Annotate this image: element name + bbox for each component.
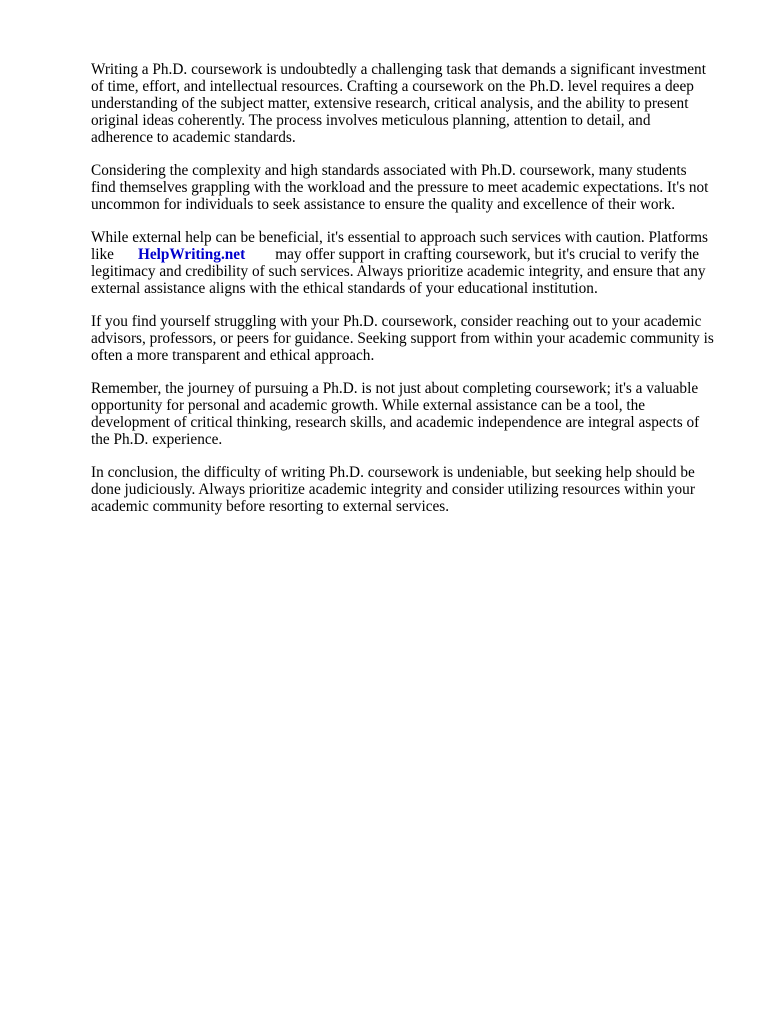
text-line: Considering the complexity and high standards associated with Ph.D. coursework, many students [91, 162, 687, 179]
paragraph-1 [91, 61, 731, 146]
paragraph-4 [91, 313, 731, 364]
text-line: the Ph.D. experience. [91, 431, 223, 448]
text-line: advisors, professors, or peers for guidance. Seeking support from within your academic community is [91, 330, 714, 347]
document-body [91, 61, 731, 531]
text-line: done judiciously. Always prioritize academic integrity and consider utilizing resources within your [91, 481, 695, 498]
text-line: While external help can be beneficial, it's essential to approach such services with caution. Platforms [91, 229, 708, 246]
text-line: external assistance aligns with the ethical standards of your educational institution. [91, 280, 598, 297]
text-line: understanding of the subject matter, extensive research, critical analysis, and the ability to present [91, 95, 689, 112]
text-line: original ideas coherently. The process involves meticulous planning, attention to detail, and [91, 112, 651, 129]
text-line: uncommon for individuals to seek assistance to ensure the quality and excellence of their work. [91, 196, 676, 213]
text-line: academic community before resorting to external services. [91, 498, 450, 515]
text-segment: like [91, 246, 114, 263]
text-line: legitimacy and credibility of such services. Always prioritize academic integrity, and ensure that any [91, 263, 706, 280]
helpwriting-link[interactable]: HelpWriting.net [137, 246, 246, 263]
text-line: often a more transparent and ethical approach. [91, 347, 375, 364]
text-line: adherence to academic standards. [91, 129, 296, 146]
text-line-with-link [91, 246, 731, 263]
text-line: Remember, the journey of pursuing a Ph.D. is not just about completing coursework; it's a valuable [91, 380, 699, 397]
text-line: development of critical thinking, research skills, and academic independence are integral aspects of [91, 414, 700, 431]
text-line: of time, effort, and intellectual resources. Crafting a coursework on the Ph.D. level requires a deep [91, 78, 694, 95]
text-line: find themselves grappling with the workload and the pressure to meet academic expectations. It's not [91, 179, 709, 196]
text-line: Writing a Ph.D. coursework is undoubtedly a challenging task that demands a significant investment [91, 61, 706, 78]
text-line: In conclusion, the difficulty of writing Ph.D. coursework is undeniable, but seeking help should be [91, 464, 695, 481]
text-line: If you find yourself struggling with your Ph.D. coursework, consider reaching out to your academic [91, 313, 702, 330]
paragraph-5 [91, 380, 731, 448]
text-segment: may offer support in crafting coursework, but it's crucial to verify the [275, 246, 700, 263]
paragraph-2 [91, 162, 731, 213]
paragraph-3 [91, 229, 731, 297]
text-line: opportunity for personal and academic growth. While external assistance can be a tool, the [91, 397, 646, 414]
paragraph-6 [91, 464, 731, 515]
